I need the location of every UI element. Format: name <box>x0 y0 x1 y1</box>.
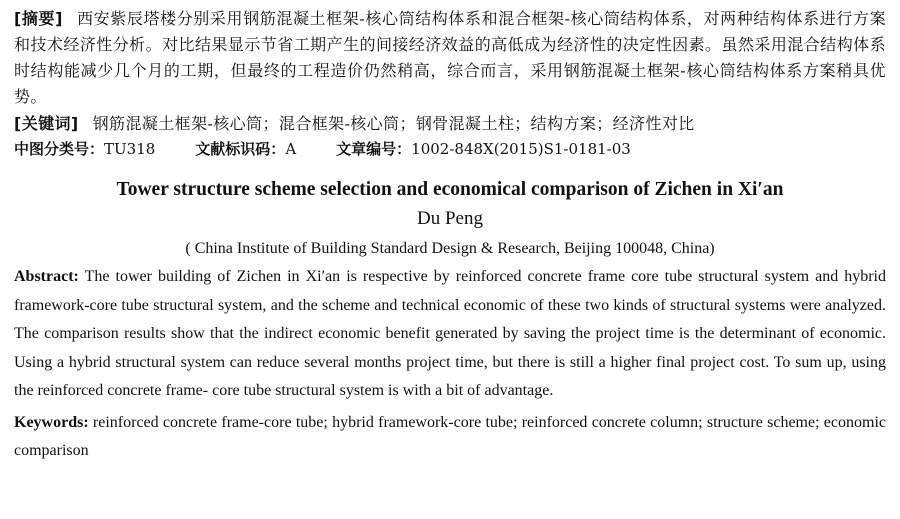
paper-header <box>14 6 886 465</box>
article-no-label: 文章编号： <box>336 140 412 158</box>
english-author: Du Peng <box>417 208 483 229</box>
chinese-abstract-label: [摘要] <box>14 9 63 28</box>
english-keywords <box>14 409 886 465</box>
doc-code-value: A <box>285 140 297 158</box>
english-keywords-text: reinforced concrete frame-core tube; hybrid framework-core tube; reinforced concrete column; structure scheme; economic comparison <box>14 413 886 459</box>
clc-label: 中图分类号： <box>14 140 105 158</box>
chinese-abstract <box>14 6 886 110</box>
chinese-keywords-label: [关键词] <box>14 114 79 133</box>
english-abstract-label: Abstract: <box>14 268 79 285</box>
english-title: Tower structure scheme selection and economical comparison of Zichen in Xi′an <box>116 179 784 200</box>
doc-code-label: 文献标识码： <box>195 140 286 158</box>
chinese-keywords <box>14 111 886 137</box>
chinese-keywords-text: 钢筋混凝土框架-核心筒；混合框架-核心筒；钢骨混凝土柱；结构方案；经济性对比 <box>92 114 695 133</box>
clc-value: TU318 <box>104 140 156 158</box>
article-no-value: 1002-848X(2015)S1-0181-03 <box>411 140 631 158</box>
chinese-abstract-text: 西安紫辰塔楼分别采用钢筋混凝土框架-核心筒结构体系和混合框架-核心筒结构体系，对两种结构体系进行方案和技术经济性分析。对比结果显示节省工期产生的间接经济效益的高低成为经济性的决定性因素。虽然采用混合结构体系时结构能减少几个月的工期，但最终的工程造价仍然稍高，综合而言，采用钢筋混凝土框架-核心筒结构体系方案稍具优势。 <box>14 9 886 106</box>
english-abstract-text: The tower building of Zichen in Xi′an is respective by reinforced concrete frame core tube structural system and hybrid framework-core tube structural system, and the scheme and technical economic of these two kinds of structural systems were analyzed. The comparison results show that the indirect economic benefit generated by saving the project time is the determinant of economic. Using a hybrid structural system can reduce several months project time, but there is still a higher final project cost. To sum up, using the reinforced concrete frame- core tube structural system is with a bit of advantage. <box>14 268 886 399</box>
english-affiliation: ( China Institute of Building Standard Design & Research, Beijing 100048, China) <box>185 240 715 257</box>
english-keywords-label: Keywords: <box>14 413 89 431</box>
classification-row <box>14 137 886 161</box>
english-abstract <box>14 263 886 406</box>
